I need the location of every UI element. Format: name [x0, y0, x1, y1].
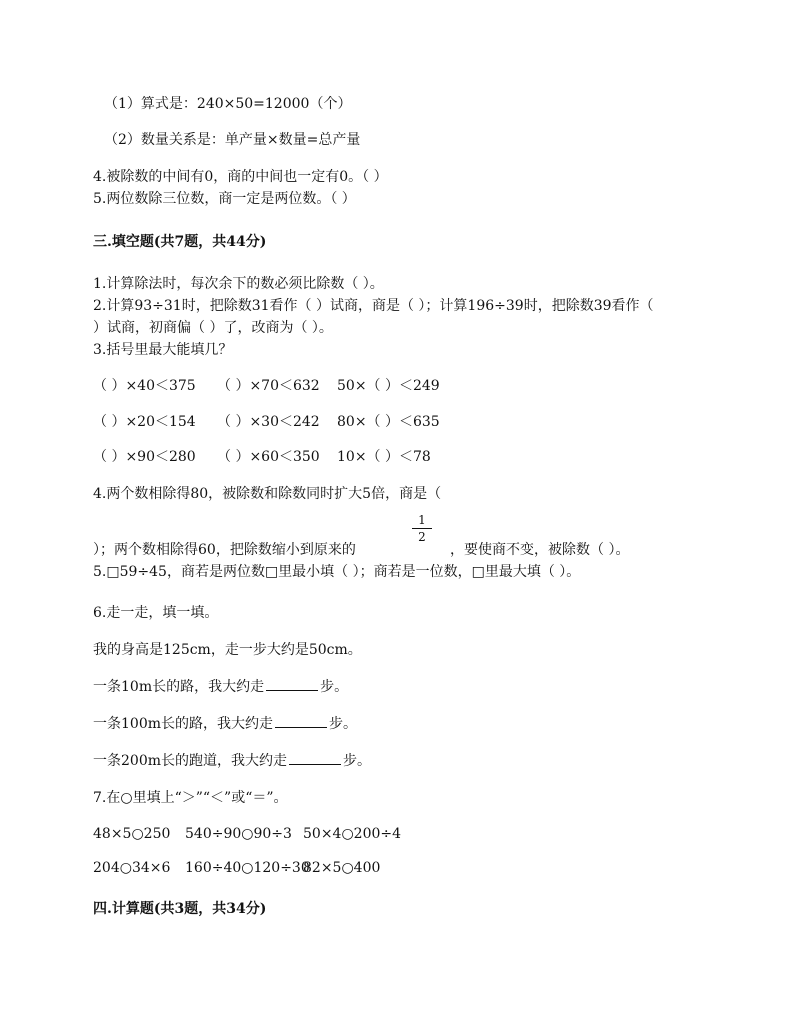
answer-blank[interactable]	[275, 715, 327, 728]
q3-cell: 10×（ ）＜78	[337, 449, 431, 465]
q6-line-2	[93, 715, 357, 733]
q7: 7.在○里填上“＞”“＜”或“＝”。	[93, 790, 288, 806]
item3-sub2: （2）数量关系是：单产量×数量=总产量	[104, 132, 361, 148]
q3: 3.括号里最大能填几？	[93, 342, 233, 358]
q6-line-3	[93, 752, 371, 770]
q6-text-before: 一条100m长的路，我大约走	[93, 716, 273, 732]
q4-fraction	[412, 513, 432, 544]
q4-line2-b: ，要使商不变，被除数（ ）。	[450, 542, 630, 558]
q6-intro: 我的身高是125cm，走一步大约是50cm。	[93, 642, 362, 658]
q4-line2-a: ）；两个数相除得60，把除数缩小到原来的	[93, 542, 356, 558]
q7-cell: 204○34×6	[93, 860, 171, 876]
q3-cell: （ ）×60＜350	[217, 449, 320, 465]
q3-row-3	[93, 448, 431, 466]
q3-cell: （ ）×20＜154	[93, 414, 196, 430]
fraction-bar	[412, 528, 432, 529]
q6: 6.走一走，填一填。	[93, 605, 219, 621]
q7-cell: 82×5○400	[303, 860, 381, 876]
q5: 5.□59÷45，商若是两位数□里最小填（ ）；商若是一位数，□里最大填（ ）。	[93, 564, 581, 580]
q6-text-before: 一条200m长的跑道，我大约走	[93, 753, 287, 769]
q4-line1: 4.两个数相除得80，被除数和除数同时扩大5倍，商是（	[93, 486, 442, 502]
q3-cell: （ ）×30＜242	[217, 414, 320, 430]
q2-line1: 2.计算93÷31时，把除数31看作（ ）试商，商是（ ）；计算196÷39时，把除数39看作（	[93, 298, 654, 314]
fraction-numerator: 1	[418, 513, 426, 527]
answer-blank[interactable]	[266, 678, 318, 691]
q3-cell: （ ）×90＜280	[93, 449, 196, 465]
q3-row-2	[93, 413, 440, 431]
q6-text-after: 步。	[343, 753, 371, 769]
fraction-denominator: 2	[418, 530, 426, 544]
q3-cell: 80×（ ）＜635	[337, 414, 440, 430]
answer-blank[interactable]	[289, 752, 341, 765]
q7-cell: 48×5○250	[93, 826, 171, 842]
q7-row-2	[93, 859, 380, 877]
q3-cell: 50×（ ）＜249	[337, 378, 440, 394]
q7-cell: 50×4○200÷4	[303, 826, 402, 842]
item3-sub1: （1）算式是：240×50=12000（个）	[104, 96, 352, 112]
q6-line-1	[93, 678, 348, 696]
q7-row-1	[93, 825, 401, 843]
q3-cell: （ ）×70＜632	[217, 378, 320, 394]
q1: 1.计算除法时，每次余下的数必须比除数（ ）。	[93, 276, 384, 292]
q3-row-1	[93, 377, 440, 395]
q7-cell: 160÷40○120÷30	[185, 860, 310, 876]
item5: 5.两位数除三位数，商一定是两位数。（ ）	[93, 191, 356, 207]
item4: 4.被除数的中间有0，商的中间也一定有0。（ ）	[93, 169, 388, 185]
q7-cell: 540÷90○90÷3	[185, 826, 292, 842]
section4-heading: 四.计算题(共3题，共34分)	[93, 901, 267, 917]
q6-text-before: 一条10m长的路，我大约走	[93, 679, 265, 695]
q6-text-after: 步。	[320, 679, 349, 695]
q6-text-after: 步。	[329, 716, 357, 732]
section3-heading: 三.填空题(共7题，共44分)	[93, 234, 267, 250]
q2-line2: ）试商，初商偏（ ）了，改商为（ ）。	[93, 320, 333, 336]
q3-cell: （ ）×40＜375	[93, 378, 196, 394]
